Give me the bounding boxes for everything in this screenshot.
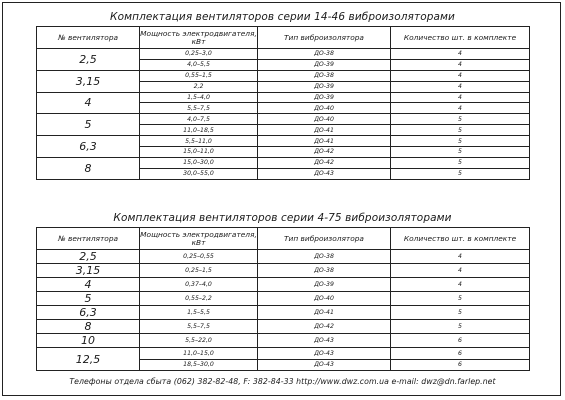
isolator-type-cell: ДО-43	[258, 348, 391, 360]
header-fan-number: № вентилятора	[37, 27, 140, 49]
motor-power-cell: 30,0–55,0	[140, 168, 258, 179]
table2	[36, 227, 530, 371]
table2-title: Комплектация вентиляторов серии 4-75 виброизоляторами	[113, 212, 452, 224]
table-row	[37, 250, 530, 264]
table2-header-row	[37, 228, 530, 250]
motor-power-cell: 1,5–5,5	[140, 306, 258, 320]
quantity-cell: 5	[391, 306, 530, 320]
table-row	[37, 278, 530, 292]
motor-power-cell: 11,0–18,5	[140, 125, 258, 136]
motor-power-cell: 4,0–5,5	[140, 59, 258, 70]
sales-contacts-footer: Телефоны отдела сбыта (062) 382-82-48, F: 382-84-33 http://www.dwz.com.ua e-mail: dwz@dn.farlep.net	[69, 377, 496, 386]
isolator-type-cell: ДО-39	[258, 81, 391, 92]
motor-power-cell: 2,2	[140, 81, 258, 92]
table-row	[37, 157, 530, 168]
fan-number-cell: 6,3	[37, 136, 140, 158]
quantity-cell: 4	[391, 264, 530, 278]
isolator-type-cell: ДО-39	[258, 59, 391, 70]
isolator-type-cell: ДО-43	[258, 359, 391, 371]
isolator-type-cell: ДО-40	[258, 292, 391, 306]
motor-power-cell: 11,0–15,0	[140, 348, 258, 360]
isolator-type-cell: ДО-38	[258, 250, 391, 264]
header-quantity: Количество шт. в комплекте	[391, 27, 530, 49]
quantity-cell: 5	[391, 168, 530, 179]
table1	[36, 26, 530, 180]
isolator-type-cell: ДО-39	[258, 92, 391, 103]
quantity-cell: 4	[391, 250, 530, 264]
motor-power-cell: 15,0–30,0	[140, 157, 258, 168]
quantity-cell: 4	[391, 49, 530, 60]
motor-power-cell: 5,5–22,0	[140, 334, 258, 348]
fan-number-cell: 3,15	[37, 264, 140, 278]
table-row	[37, 70, 530, 81]
header-motor-power: Мощность электродвигателя, кВт	[140, 228, 258, 250]
isolator-type-cell: ДО-38	[258, 70, 391, 81]
motor-power-cell: 0,55–1,5	[140, 70, 258, 81]
isolator-type-cell: ДО-42	[258, 157, 391, 168]
motor-power-cell: 5,5–7,5	[140, 103, 258, 114]
quantity-cell: 5	[391, 125, 530, 136]
isolator-type-cell: ДО-40	[258, 114, 391, 125]
quantity-cell: 4	[391, 278, 530, 292]
motor-power-cell: 0,25–1,5	[140, 264, 258, 278]
table-row	[37, 292, 530, 306]
fan-number-cell: 10	[37, 334, 140, 348]
quantity-cell: 5	[391, 147, 530, 158]
motor-power-cell: 0,25–3,0	[140, 49, 258, 60]
motor-power-cell: 18,5–30,0	[140, 359, 258, 371]
motor-power-cell: 5,5–7,5	[140, 320, 258, 334]
fan-number-cell: 5	[37, 114, 140, 136]
table-row	[37, 136, 530, 147]
table1-header-row	[37, 27, 530, 49]
header-fan-number: № вентилятора	[37, 228, 140, 250]
table-row	[37, 306, 530, 320]
quantity-cell: 5	[391, 157, 530, 168]
fan-number-cell: 8	[37, 157, 140, 179]
motor-power-cell: 1,5–4,0	[140, 92, 258, 103]
isolator-type-cell: ДО-38	[258, 49, 391, 60]
motor-power-cell: 5,5–11,0	[140, 136, 258, 147]
quantity-cell: 4	[391, 92, 530, 103]
header-isolator-type: Тип виброизолятора	[258, 27, 391, 49]
motor-power-cell: 0,55–2,2	[140, 292, 258, 306]
isolator-type-cell: ДО-41	[258, 125, 391, 136]
table-row	[37, 49, 530, 60]
isolator-type-cell: ДО-39	[258, 278, 391, 292]
header-motor-power: Мощность электродвигателя, кВт	[140, 27, 258, 49]
fan-number-cell: 8	[37, 320, 140, 334]
isolator-type-cell: ДО-40	[258, 103, 391, 114]
header-quantity: Количество шт. в комплекте	[391, 228, 530, 250]
fan-number-cell: 3,15	[37, 70, 140, 92]
quantity-cell: 4	[391, 70, 530, 81]
table-row	[37, 348, 530, 360]
quantity-cell: 5	[391, 114, 530, 125]
table-row	[37, 92, 530, 103]
isolator-type-cell: ДО-43	[258, 168, 391, 179]
quantity-cell: 6	[391, 334, 530, 348]
fan-number-cell: 5	[37, 292, 140, 306]
fan-number-cell: 12,5	[37, 348, 140, 371]
quantity-cell: 6	[391, 359, 530, 371]
quantity-cell: 4	[391, 81, 530, 92]
quantity-cell: 5	[391, 136, 530, 147]
quantity-cell: 5	[391, 320, 530, 334]
isolator-type-cell: ДО-41	[258, 136, 391, 147]
isolator-type-cell: ДО-43	[258, 334, 391, 348]
motor-power-cell: 4,0–7,5	[140, 114, 258, 125]
fan-number-cell: 6,3	[37, 306, 140, 320]
fan-number-cell: 2,5	[37, 250, 140, 264]
isolator-type-cell: ДО-42	[258, 320, 391, 334]
fan-number-cell: 4	[37, 92, 140, 114]
quantity-cell: 6	[391, 348, 530, 360]
motor-power-cell: 15,0–11,0	[140, 147, 258, 158]
quantity-cell: 4	[391, 59, 530, 70]
isolator-type-cell: ДО-38	[258, 264, 391, 278]
motor-power-cell: 0,37–4,0	[140, 278, 258, 292]
header-isolator-type: Тип виброизолятора	[258, 228, 391, 250]
table1-title: Комплектация вентиляторов серии 14-46 виброизоляторами	[110, 11, 455, 23]
table-row	[37, 320, 530, 334]
table-row	[37, 334, 530, 348]
isolator-type-cell: ДО-42	[258, 147, 391, 158]
quantity-cell: 4	[391, 103, 530, 114]
table-row	[37, 114, 530, 125]
table-row	[37, 264, 530, 278]
fan-number-cell: 2,5	[37, 49, 140, 71]
quantity-cell: 5	[391, 292, 530, 306]
isolator-type-cell: ДО-41	[258, 306, 391, 320]
fan-number-cell: 4	[37, 278, 140, 292]
motor-power-cell: 0,25–0,55	[140, 250, 258, 264]
